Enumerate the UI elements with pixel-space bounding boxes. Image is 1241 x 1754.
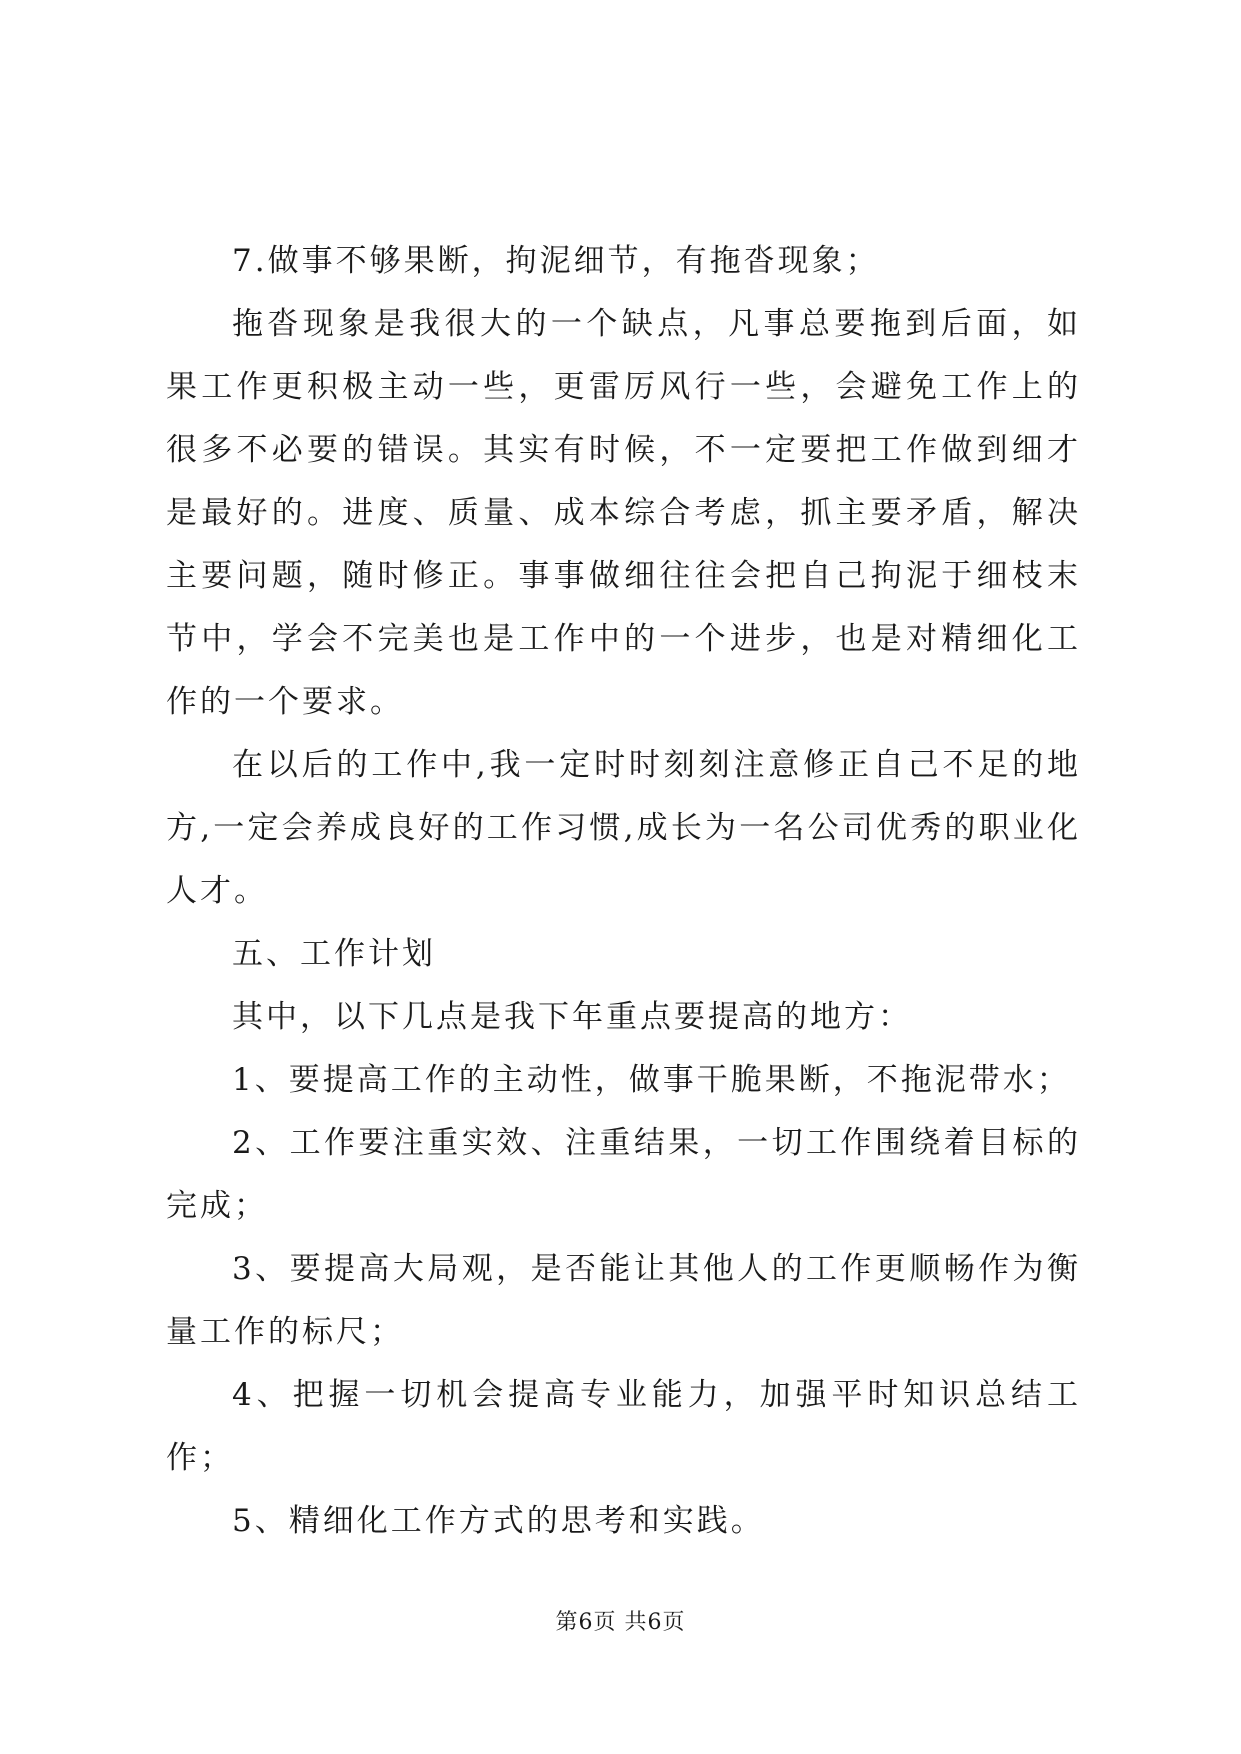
paragraph-future-commitment: 在以后的工作中,我一定时时刻刻注意修正自己不足的地方,一定会养成良好的工作习惯,成长为一名公司优秀的职业化人才。 bbox=[166, 747, 1081, 909]
plan-item-2: 2、工作要注重实效、注重结果，一切工作围绕着目标的完成； bbox=[166, 1125, 1081, 1224]
document-body bbox=[166, 230, 1081, 1553]
plan-item-5: 5、精细化工作方式的思考和实践。 bbox=[232, 1503, 765, 1539]
section-heading-work-plan: 五、工作计划 bbox=[232, 936, 436, 972]
plan-item-1: 1、要提高工作的主动性，做事干脆果断，不拖泥带水； bbox=[232, 1062, 1071, 1098]
plan-item-4: 4、把握一切机会提高专业能力，加强平时知识总结工作； bbox=[166, 1377, 1081, 1476]
paragraph-procrastination: 拖沓现象是我很大的一个缺点，凡事总要拖到后面，如果工作更积极主动一些，更雷厉风行一些，会避免工作上的很多不必要的错误。其实有时候，不一定要把工作做到细才是最好的。进度、质量、成本综合考虑，抓主要矛盾，解决主要问题，随时修正。事事做细往往会把自己拘泥于细枝末节中，学会不完美也是工作中的一个进步，也是对精细化工作的一个要求。 bbox=[166, 306, 1081, 720]
page-footer: 第6页 共6页 bbox=[555, 1610, 686, 1635]
plan-item-3: 3、要提高大局观，是否能让其他人的工作更顺畅作为衡量工作的标尺； bbox=[166, 1251, 1081, 1350]
paragraph-item-7: 7.做事不够果断，拘泥细节，有拖沓现象； bbox=[232, 243, 880, 279]
paragraph-plan-intro: 其中，以下几点是我下年重点要提高的地方： bbox=[232, 999, 912, 1035]
